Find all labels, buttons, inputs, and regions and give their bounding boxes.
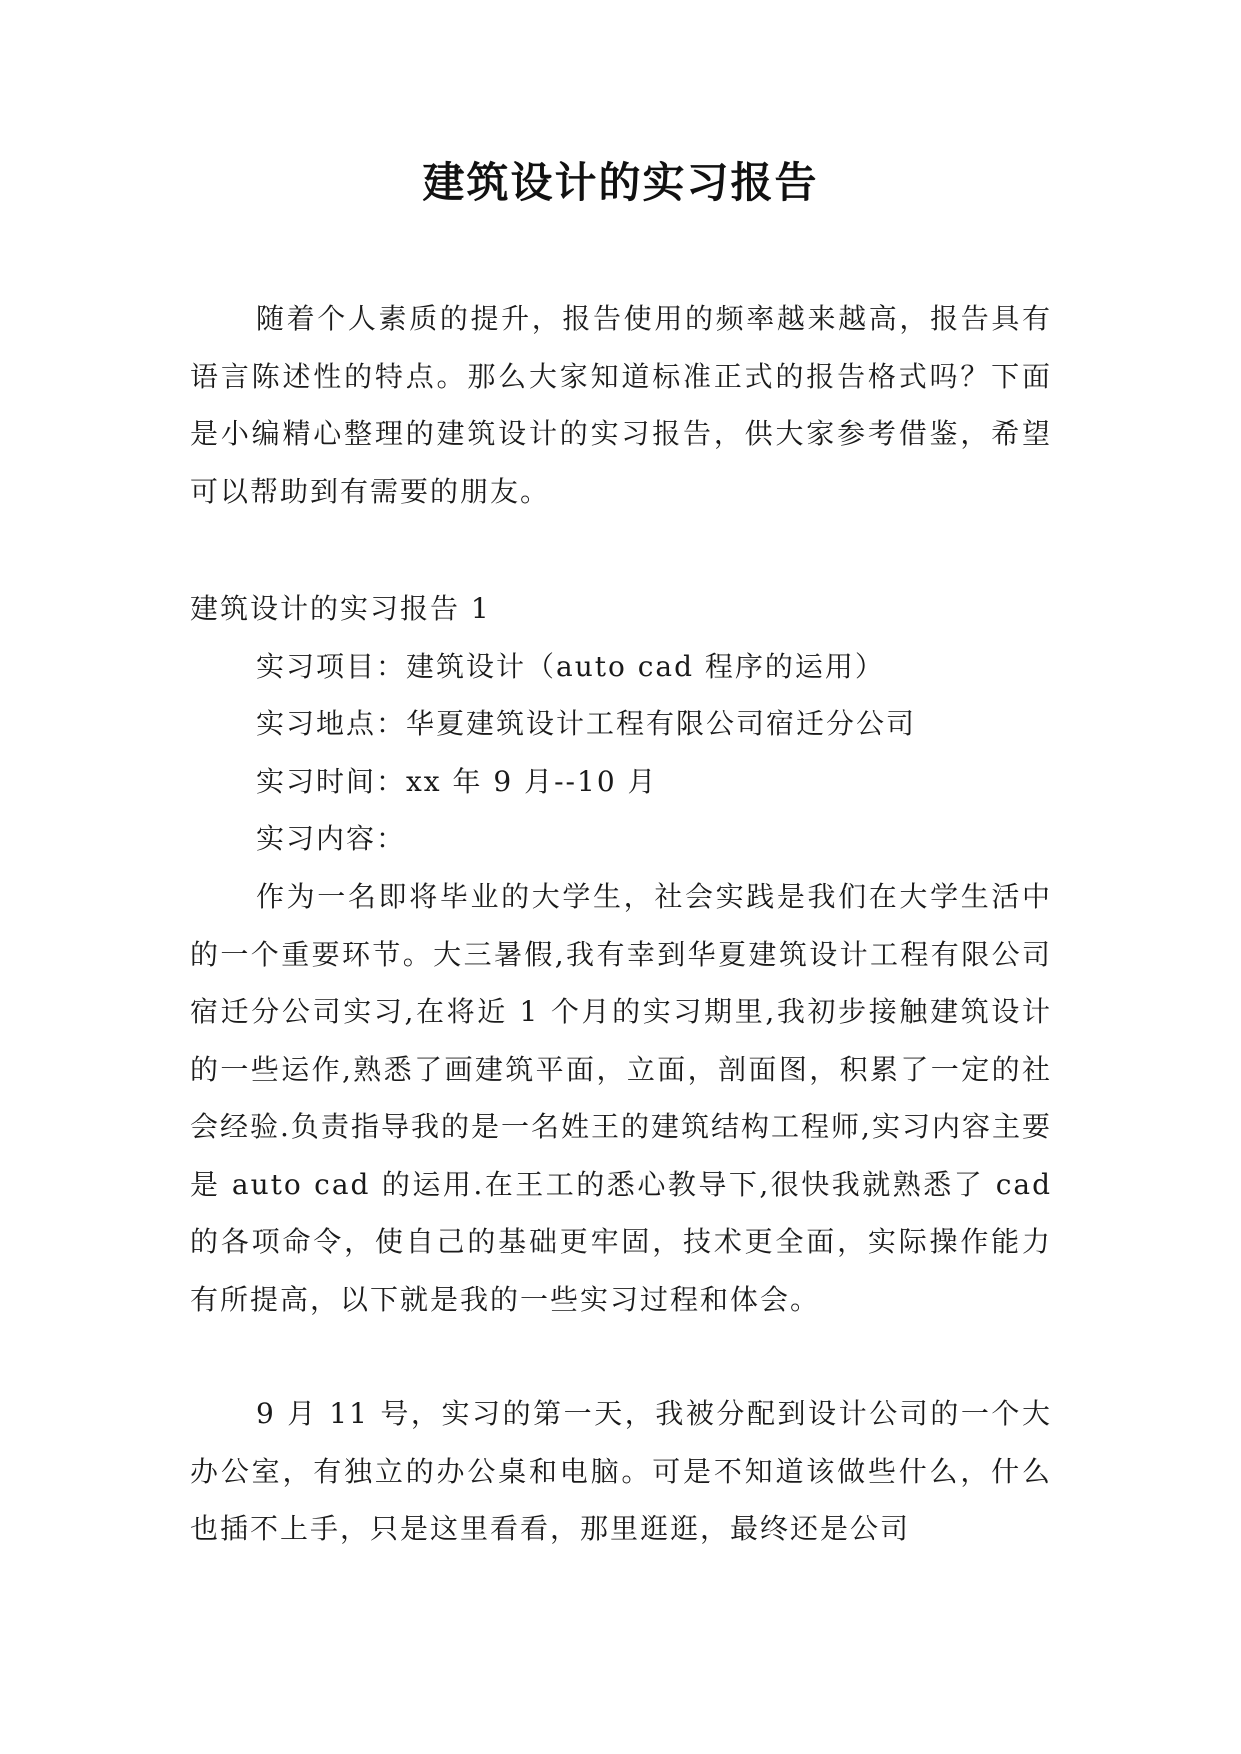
body-paragraph-1: 作为一名即将毕业的大学生，社会实践是我们在大学生活中的一个重要环节。大三暑假,我有幸到华夏建筑设计工程有限公司宿迁分公司实习,在将近 1 个月的实习期里,我初步接触建筑设计的一些运作,熟悉了画建筑平面，立面，剖面图，积累了一定的社会经验.负责指导我的是一名姓王的建筑结构工程师,实习内容主要是 auto cad 的运用.在王工的悉心教导下,很快我就熟悉了 cad 的各项命令，使自己的基础更牢固，技术更全面，实际操作能力有所提高，以下就是我的一些实习过程和体会。	[190, 880, 1052, 1316]
info-location: 实习地点：华夏建筑设计工程有限公司宿迁分公司	[256, 707, 917, 740]
document-title: 建筑设计的实习报告	[422, 158, 819, 207]
info-project: 实习项目：建筑设计（auto cad 程序的运用）	[256, 650, 885, 683]
section-heading: 建筑设计的实习报告 1	[190, 592, 491, 625]
info-content-label: 实习内容：	[256, 822, 407, 855]
info-time: 实习时间：xx 年 9 月--10 月	[256, 765, 658, 798]
body-paragraph-2: 9 月 11 号，实习的第一天，我被分配到设计公司的一个大办公室，有独立的办公桌和电脑。可是不知道该做些什么，什么也插不上手，只是这里看看，那里逛逛，最终还是公司	[190, 1397, 1052, 1545]
intro-paragraph: 随着个人素质的提升，报告使用的频率越来越高，报告具有语言陈述性的特点。那么大家知道标准正式的报告格式吗？下面是小编精心整理的建筑设计的实习报告，供大家参考借鉴，希望可以帮助到有需要的朋友。	[190, 302, 1052, 508]
